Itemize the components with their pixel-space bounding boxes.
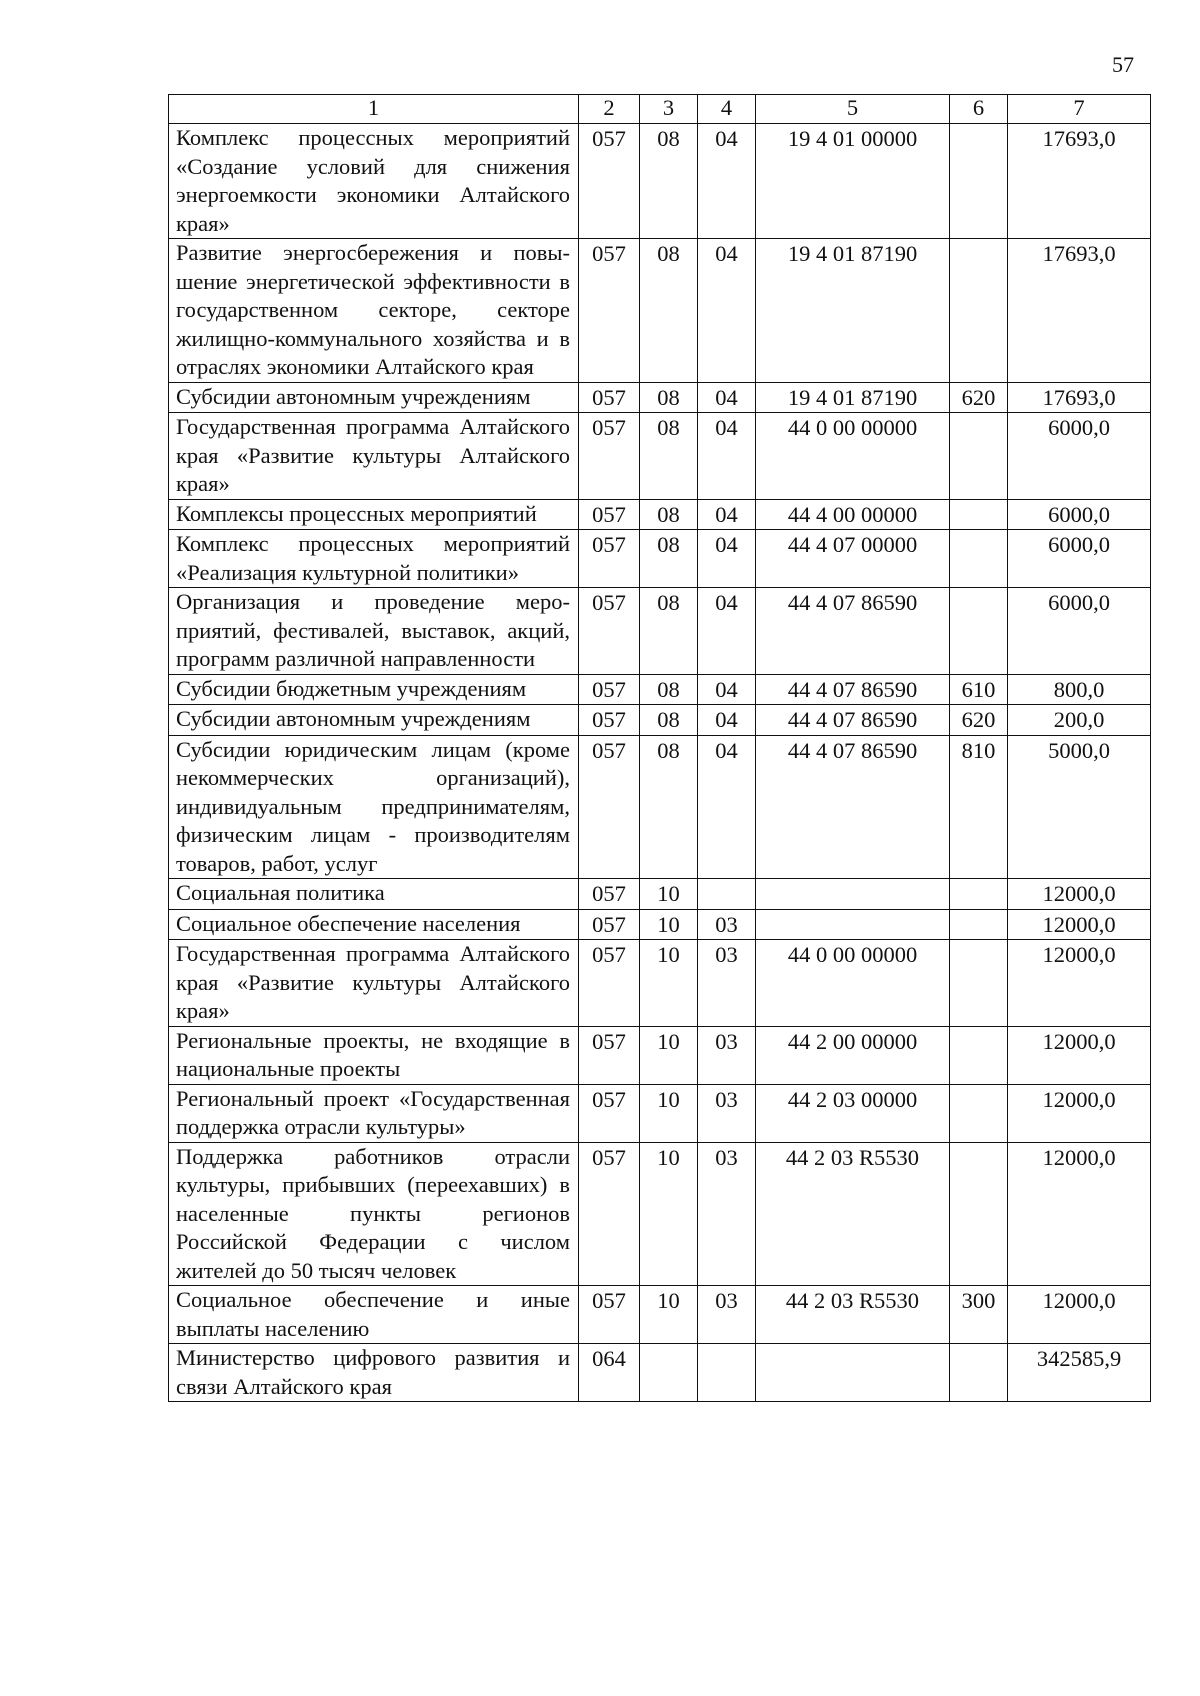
column-header-6: 6 — [950, 95, 1008, 124]
row-amount: 6000,0 — [1008, 413, 1151, 500]
row-target-code: 44 2 03 00000 — [756, 1084, 950, 1142]
row-target-code: 44 0 00 00000 — [756, 940, 950, 1027]
row-expense-type-code: 610 — [950, 674, 1008, 705]
row-expense-type-code — [950, 909, 1008, 940]
row-subsection-code: 04 — [698, 382, 756, 413]
row-subsection-code: 03 — [698, 1142, 756, 1286]
table-row — [169, 499, 1151, 530]
row-ministry-code: 057 — [579, 909, 640, 940]
row-subsection-code: 04 — [698, 239, 756, 383]
table-row — [169, 530, 1151, 588]
table-row — [169, 124, 1151, 239]
row-expense-type-code — [950, 1084, 1008, 1142]
row-expense-type-code — [950, 588, 1008, 675]
row-name: Региональные проекты, не входящие в национальные проекты — [169, 1026, 579, 1084]
row-amount: 800,0 — [1008, 674, 1151, 705]
table-header — [169, 95, 1151, 124]
row-target-code: 44 2 03 R5530 — [756, 1142, 950, 1286]
row-subsection-code: 03 — [698, 1026, 756, 1084]
row-amount: 12000,0 — [1008, 879, 1151, 910]
row-target-code: 19 4 01 87190 — [756, 382, 950, 413]
row-name: Министерство цифрового развития и связи Алтайского края — [169, 1344, 579, 1402]
row-ministry-code: 057 — [579, 879, 640, 910]
row-ministry-code: 057 — [579, 1084, 640, 1142]
row-expense-type-code — [950, 879, 1008, 910]
row-name: Субсидии бюджетным учреждениям — [169, 674, 579, 705]
table-row — [169, 735, 1151, 879]
row-section-code: 08 — [640, 530, 698, 588]
row-name: Комплекс процессных мероприятий «Реализация культурной политики» — [169, 530, 579, 588]
row-ministry-code: 057 — [579, 1026, 640, 1084]
row-section-code: 10 — [640, 1286, 698, 1344]
row-name: Государственная программа Алтайского края «Развитие культуры Алтайского края» — [169, 413, 579, 500]
row-name: Организация и проведение мероприятий, фестивалей, выставок, акций, программ различной направленности — [169, 588, 579, 675]
table-body — [169, 124, 1151, 1402]
row-amount: 12000,0 — [1008, 1142, 1151, 1286]
row-target-code: 44 4 07 00000 — [756, 530, 950, 588]
table-row — [169, 705, 1151, 736]
row-expense-type-code — [950, 530, 1008, 588]
row-target-code — [756, 879, 950, 910]
row-subsection-code: 04 — [698, 588, 756, 675]
row-ministry-code: 057 — [579, 499, 640, 530]
row-target-code: 44 4 07 86590 — [756, 735, 950, 879]
row-subsection-code: 03 — [698, 940, 756, 1027]
row-section-code: 08 — [640, 413, 698, 500]
row-expense-type-code — [950, 499, 1008, 530]
row-name: Комплексы процессных мероприятий — [169, 499, 579, 530]
row-amount: 12000,0 — [1008, 1286, 1151, 1344]
row-subsection-code: 04 — [698, 499, 756, 530]
row-target-code — [756, 909, 950, 940]
row-amount: 6000,0 — [1008, 499, 1151, 530]
table-row — [169, 239, 1151, 383]
row-ministry-code: 057 — [579, 588, 640, 675]
table-row — [169, 1084, 1151, 1142]
row-subsection-code: 03 — [698, 1286, 756, 1344]
row-target-code: 44 4 07 86590 — [756, 588, 950, 675]
table-row — [169, 1142, 1151, 1286]
row-subsection-code — [698, 1344, 756, 1402]
row-name: Региональный проект «Государственная поддержка отрасли культуры» — [169, 1084, 579, 1142]
row-expense-type-code — [950, 239, 1008, 383]
row-ministry-code: 057 — [579, 382, 640, 413]
table-row — [169, 413, 1151, 500]
column-header-5: 5 — [756, 95, 950, 124]
row-amount: 17693,0 — [1008, 124, 1151, 239]
table-row — [169, 1026, 1151, 1084]
row-name: Субсидии автономным учреждениям — [169, 705, 579, 736]
row-section-code: 10 — [640, 1084, 698, 1142]
page-number: 57 — [1112, 52, 1134, 77]
row-name: Государственная программа Алтайского края «Развитие культуры Алтайского края» — [169, 940, 579, 1027]
row-name: Социальное обеспечение населения — [169, 909, 579, 940]
row-target-code: 19 4 01 00000 — [756, 124, 950, 239]
row-expense-type-code — [950, 124, 1008, 239]
row-section-code: 10 — [640, 940, 698, 1027]
row-ministry-code: 057 — [579, 674, 640, 705]
row-section-code: 10 — [640, 1026, 698, 1084]
row-ministry-code: 057 — [579, 413, 640, 500]
table-row — [169, 1286, 1151, 1344]
row-expense-type-code — [950, 1344, 1008, 1402]
table-row — [169, 909, 1151, 940]
row-section-code: 08 — [640, 382, 698, 413]
column-header-3: 3 — [640, 95, 698, 124]
row-subsection-code: 04 — [698, 124, 756, 239]
row-ministry-code: 057 — [579, 1142, 640, 1286]
row-amount: 12000,0 — [1008, 1084, 1151, 1142]
table-row — [169, 382, 1151, 413]
header-row — [169, 95, 1151, 124]
row-section-code: 08 — [640, 499, 698, 530]
row-section-code: 08 — [640, 124, 698, 239]
row-subsection-code: 04 — [698, 530, 756, 588]
row-section-code: 08 — [640, 588, 698, 675]
row-target-code: 44 2 00 00000 — [756, 1026, 950, 1084]
row-amount: 5000,0 — [1008, 735, 1151, 879]
table-row — [169, 879, 1151, 910]
row-name: Развитие энергосбережения и повышение энергетической эффективности в государственном секторе, секторе жилищно-коммунального хозяйства и в отраслях экономики Алтайского края — [169, 239, 579, 383]
table-row — [169, 674, 1151, 705]
row-expense-type-code: 300 — [950, 1286, 1008, 1344]
row-name: Социальная политика — [169, 879, 579, 910]
row-ministry-code: 057 — [579, 705, 640, 736]
row-amount: 17693,0 — [1008, 239, 1151, 383]
column-header-4: 4 — [698, 95, 756, 124]
row-subsection-code: 04 — [698, 705, 756, 736]
column-header-7: 7 — [1008, 95, 1151, 124]
row-name: Субсидии автономным учреждениям — [169, 382, 579, 413]
row-expense-type-code — [950, 940, 1008, 1027]
column-header-1: 1 — [169, 95, 579, 124]
row-ministry-code: 057 — [579, 940, 640, 1027]
row-target-code — [756, 1344, 950, 1402]
row-expense-type-code: 620 — [950, 705, 1008, 736]
row-name: Комплекс процессных мероприятий «Создание условий для снижения энергоемкости экономики Алтайского края» — [169, 124, 579, 239]
row-amount: 17693,0 — [1008, 382, 1151, 413]
row-subsection-code — [698, 879, 756, 910]
row-section-code: 10 — [640, 879, 698, 910]
row-ministry-code: 057 — [579, 239, 640, 383]
row-name: Поддержка работников отрасли культуры, прибывших (переехавших) в населенные пункты регионов Российской Федерации с числом жителей до 50 тысяч человек — [169, 1142, 579, 1286]
row-amount: 6000,0 — [1008, 530, 1151, 588]
row-section-code: 10 — [640, 1142, 698, 1286]
row-name: Субсидии юридическим лицам (кроме некоммерческих организаций), индивидуальным предпринимателям, физическим лицам - производителям товаров, работ, услуг — [169, 735, 579, 879]
row-target-code: 44 4 07 86590 — [756, 705, 950, 736]
row-target-code: 19 4 01 87190 — [756, 239, 950, 383]
row-amount: 12000,0 — [1008, 1026, 1151, 1084]
row-section-code: 08 — [640, 735, 698, 879]
row-amount: 200,0 — [1008, 705, 1151, 736]
budget-table — [168, 94, 1151, 1402]
row-name: Социальное обеспечение и иные выплаты населению — [169, 1286, 579, 1344]
row-ministry-code: 064 — [579, 1344, 640, 1402]
table-row — [169, 940, 1151, 1027]
row-subsection-code: 03 — [698, 909, 756, 940]
row-ministry-code: 057 — [579, 530, 640, 588]
row-ministry-code: 057 — [579, 1286, 640, 1344]
row-section-code: 08 — [640, 705, 698, 736]
row-subsection-code: 04 — [698, 413, 756, 500]
row-amount: 6000,0 — [1008, 588, 1151, 675]
row-expense-type-code — [950, 1026, 1008, 1084]
row-ministry-code: 057 — [579, 124, 640, 239]
row-subsection-code: 04 — [698, 674, 756, 705]
column-header-2: 2 — [579, 95, 640, 124]
row-expense-type-code: 810 — [950, 735, 1008, 879]
table-row — [169, 1344, 1151, 1402]
row-expense-type-code — [950, 413, 1008, 500]
table-row — [169, 588, 1151, 675]
row-section-code: 10 — [640, 909, 698, 940]
row-subsection-code: 03 — [698, 1084, 756, 1142]
row-section-code — [640, 1344, 698, 1402]
row-target-code: 44 4 00 00000 — [756, 499, 950, 530]
row-expense-type-code — [950, 1142, 1008, 1286]
row-section-code: 08 — [640, 674, 698, 705]
row-amount: 12000,0 — [1008, 909, 1151, 940]
row-expense-type-code: 620 — [950, 382, 1008, 413]
row-target-code: 44 4 07 86590 — [756, 674, 950, 705]
row-amount: 12000,0 — [1008, 940, 1151, 1027]
row-ministry-code: 057 — [579, 735, 640, 879]
row-subsection-code: 04 — [698, 735, 756, 879]
row-target-code: 44 2 03 R5530 — [756, 1286, 950, 1344]
row-section-code: 08 — [640, 239, 698, 383]
row-amount: 342585,9 — [1008, 1344, 1151, 1402]
row-target-code: 44 0 00 00000 — [756, 413, 950, 500]
